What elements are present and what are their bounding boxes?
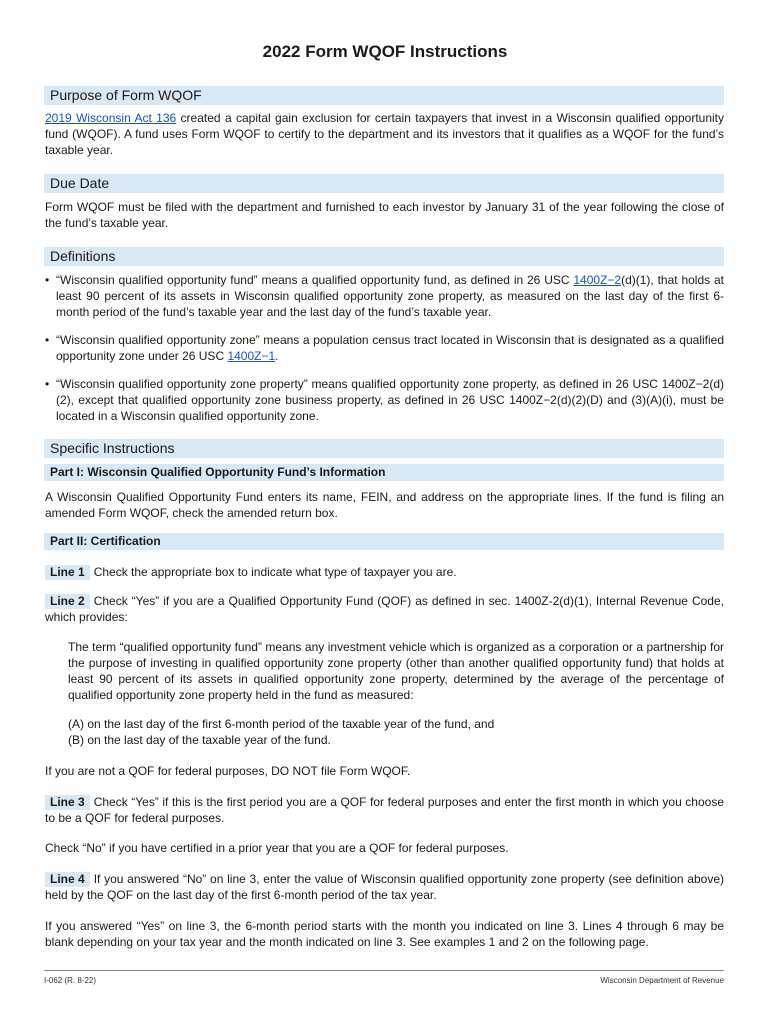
section-heading-purpose: Purpose of Form WQOF xyxy=(44,86,724,105)
line4-yes-paragraph: If you answered “Yes” on line 3, the 6-month period starts with the month you indicated on line 3. Lines 4 through 6 may be blank depending on your tax year and the month indicated on line 3. See examples 1 and 2 on the following page. xyxy=(45,919,724,949)
line4-badge: Line 4 xyxy=(45,872,90,887)
qof-definition-quote: The term “qualified opportunity fund” means any investment vehicle which is organized as a corporation or a partnership for the purpose of investing in qualified opportunity zone property (other than another qualified opportunity fund) that holds at least 90 percent of its assets in qualified opportunity zone property, determined by the average of the percentage of qualified opportunity zone property held in the fund as measured: xyxy=(68,640,724,702)
section-heading-specific-instructions: Specific Instructions xyxy=(44,439,724,458)
page-title: 2022 Form WQOF Instructions xyxy=(262,42,508,61)
part2-heading: Part II: Certification xyxy=(44,533,724,550)
line2-badge: Line 2 xyxy=(45,594,90,609)
line2-paragraph: Line 2 Check “Yes” if you are a Qualified Opportunity Fund (QOF) as defined in sec. 1400Z-2(d)(1), Internal Revenue Code, which provides: xyxy=(45,594,724,624)
quote-item-b: (B) on the last day of the taxable year of the fund. xyxy=(68,733,331,747)
section-heading-due-date: Due Date xyxy=(44,174,724,193)
due-date-paragraph: Form WQOF must be filed with the department and furnished to each investor by January 31 of the year following the close of the fund’s taxable year. xyxy=(45,200,724,230)
purpose-paragraph: 2019 Wisconsin Act 136 created a capital gain exclusion for certain taxpayers that invest in a Wisconsin qualified opportunity fund (WQOF). A fund uses Form WQOF to certify to the department and its investors that it qualifies as a WQOF for the fund’s taxable year. xyxy=(45,111,724,157)
definition-bullet-zone: • “Wisconsin qualified opportunity zone” means a population census tract located in Wisconsin that is designated as a qualified opportunity zone under 26 USC 1400Z−1. xyxy=(45,333,724,363)
quote-item-a: (A) on the last day of the first 6-month period of the taxable year of the fund, and xyxy=(68,717,495,731)
line3-badge: Line 3 xyxy=(45,795,90,810)
department-name: Wisconsin Department of Revenue xyxy=(600,976,724,985)
definition-bullet-property: • “Wisconsin qualified opportunity zone property” means qualified opportunity zone property, as defined in 26 USC 1400Z−2(d)(2), except that qualified opportunity zone business property, as defined in 26 USC 1400Z−2(d)(2)(D) and (3)(A)(i), must be located in a Wisconsin qualified opportunity zone. xyxy=(45,377,724,423)
not-qof-paragraph: If you are not a QOF for federal purposes, DO NOT file Form WQOF. xyxy=(45,764,411,778)
bullet-icon: • xyxy=(45,273,50,287)
line1-paragraph: Line 1 Check the appropriate box to indicate what type of taxpayer you are. xyxy=(45,564,724,580)
line1-badge: Line 1 xyxy=(45,565,90,580)
part1-paragraph: A Wisconsin Qualified Opportunity Fund enters its name, FEIN, and address on the appropriate lines. If the fund is filing an amended Form WQOF, check the amended return box. xyxy=(45,490,724,520)
line3-no-paragraph: Check “No” if you have certified in a prior year that you are a QOF for federal purposes. xyxy=(45,841,509,855)
usc-1400z-1-link[interactable]: 1400Z−1 xyxy=(227,349,276,363)
line4-paragraph: Line 4 If you answered “No” on line 3, enter the value of Wisconsin qualified opportunity zone property (see definition above) held by the QOF on the last day of the first 6-month period of the tax year. xyxy=(45,872,724,902)
line3-paragraph: Line 3 Check “Yes” if this is the first period you are a QOF for federal purposes and enter the first month in which you choose to be a QOF for federal purposes. xyxy=(45,795,724,825)
form-number: I-062 (R. 8-22) xyxy=(44,976,97,985)
footer-divider xyxy=(44,970,724,971)
usc-1400z-2-link[interactable]: 1400Z−2 xyxy=(573,273,622,287)
definition-bullet-fund: • “Wisconsin qualified opportunity fund” means a qualified opportunity fund, as defined in 26 USC 1400Z−2(d)(1), that holds at least 90 percent of its assets in Wisconsin qualified opportunity zone property, as measured on the last day of the first 6-month period of the fund’s taxable year and the last day of the fund’s taxable year. xyxy=(45,273,724,319)
bullet-icon: • xyxy=(45,333,50,347)
bullet-icon: • xyxy=(45,377,50,391)
part1-heading: Part I: Wisconsin Qualified Opportunity Fund’s Information xyxy=(44,464,724,481)
act-136-link[interactable]: 2019 Wisconsin Act 136 xyxy=(45,111,177,125)
section-heading-definitions: Definitions xyxy=(44,247,724,266)
